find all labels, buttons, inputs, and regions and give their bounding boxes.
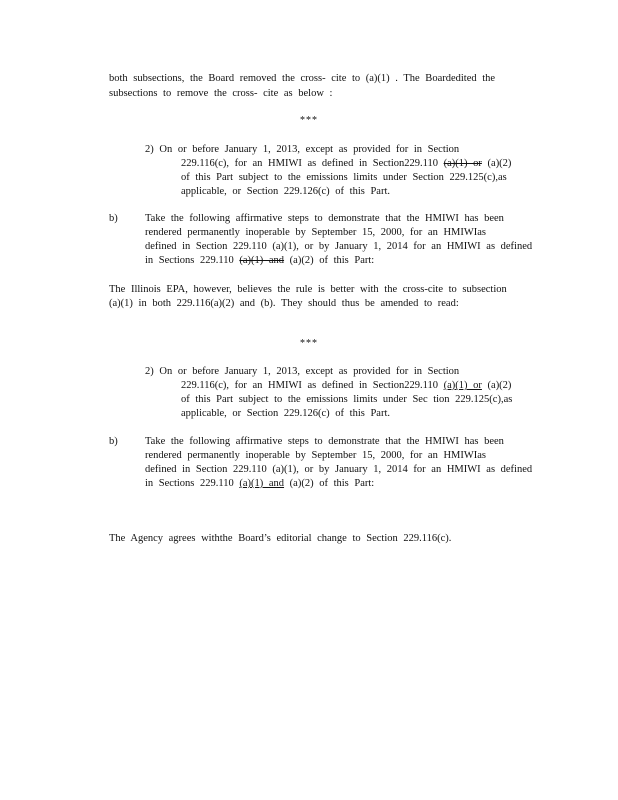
closing-line-1: The Agency agrees withthe Board’s editorial change to Section 229.116(c). (109, 533, 452, 544)
block2-itemb-line-2: rendered permanently inoperable by September 15, 2000, for an HMIWIas (145, 450, 487, 461)
middle-line-1: The Illinois EPA, however, believes the rule is better with the cross-cite to subsection (109, 284, 507, 295)
block1-itemb-line-2: rendered permanently inoperable by September 15, 2000, for an HMIWIas (145, 227, 487, 238)
block2-itemb-label: b) (109, 436, 118, 447)
block1-item2-line-2: 229.116(c), for an HMIWI as defined in Section229.110 (a)(1) or (a)(2) (181, 158, 512, 169)
block1-itemb-label: b) (109, 213, 118, 224)
underlined-text: (a)(1) or (443, 380, 482, 391)
block2-itemb-line-1: Take the following affirmative steps to demonstrate that the HMIWI has been (145, 436, 504, 447)
intro-line-2: subsections to remove the cross- cite as below : (109, 88, 333, 99)
struck-text: (a)(1) and (239, 255, 285, 266)
block2-itemb-line-3: defined in Section 229.110 (a)(1), or by January 1, 2014 for an HMIWI as defined (145, 464, 533, 475)
middle-line-2: (a)(1) in both 229.116(a)(2) and (b). They should thus be amended to read: (109, 298, 459, 309)
separator-stars-1: *** (300, 115, 318, 126)
intro-line-1: both subsections, the Board removed the cross- cite to (a)(1) . The Boardedited the (109, 73, 496, 84)
block1-item2-line-4: applicable, or Section 229.126(c) of this Part. (181, 186, 390, 197)
block1-itemb-line-3: defined in Section 229.110 (a)(1), or by January 1, 2014 for an HMIWI as defined (145, 241, 533, 252)
block1-itemb-line-1: Take the following affirmative steps to demonstrate that the HMIWI has been (145, 213, 504, 224)
block1-itemb-line-4: in Sections 229.110 (a)(1) and (a)(2) of this Part: (145, 255, 375, 266)
block2-item2-line-4: applicable, or Section 229.126(c) of this Part. (181, 408, 390, 419)
block1-item2-line-1: 2) On or before January 1, 2013, except as provided for in Section (145, 144, 460, 155)
block2-item2-line-1: 2) On or before January 1, 2013, except as provided for in Section (145, 366, 460, 377)
block2-item2-line-2: 229.116(c), for an HMIWI as defined in Section229.110 (a)(1) or (a)(2) (181, 380, 512, 391)
separator-stars-2: *** (300, 338, 318, 349)
struck-text: (a)(1) or (443, 158, 482, 169)
underlined-text: (a)(1) and (239, 478, 285, 489)
block1-item2-line-3: of this Part subject to the emissions limits under Section 229.125(c),as (181, 172, 507, 183)
block2-item2-line-3: of this Part subject to the emissions limits under Sec tion 229.125(c),as (181, 394, 513, 405)
block2-itemb-line-4: in Sections 229.110 (a)(1) and (a)(2) of this Part: (145, 478, 375, 489)
